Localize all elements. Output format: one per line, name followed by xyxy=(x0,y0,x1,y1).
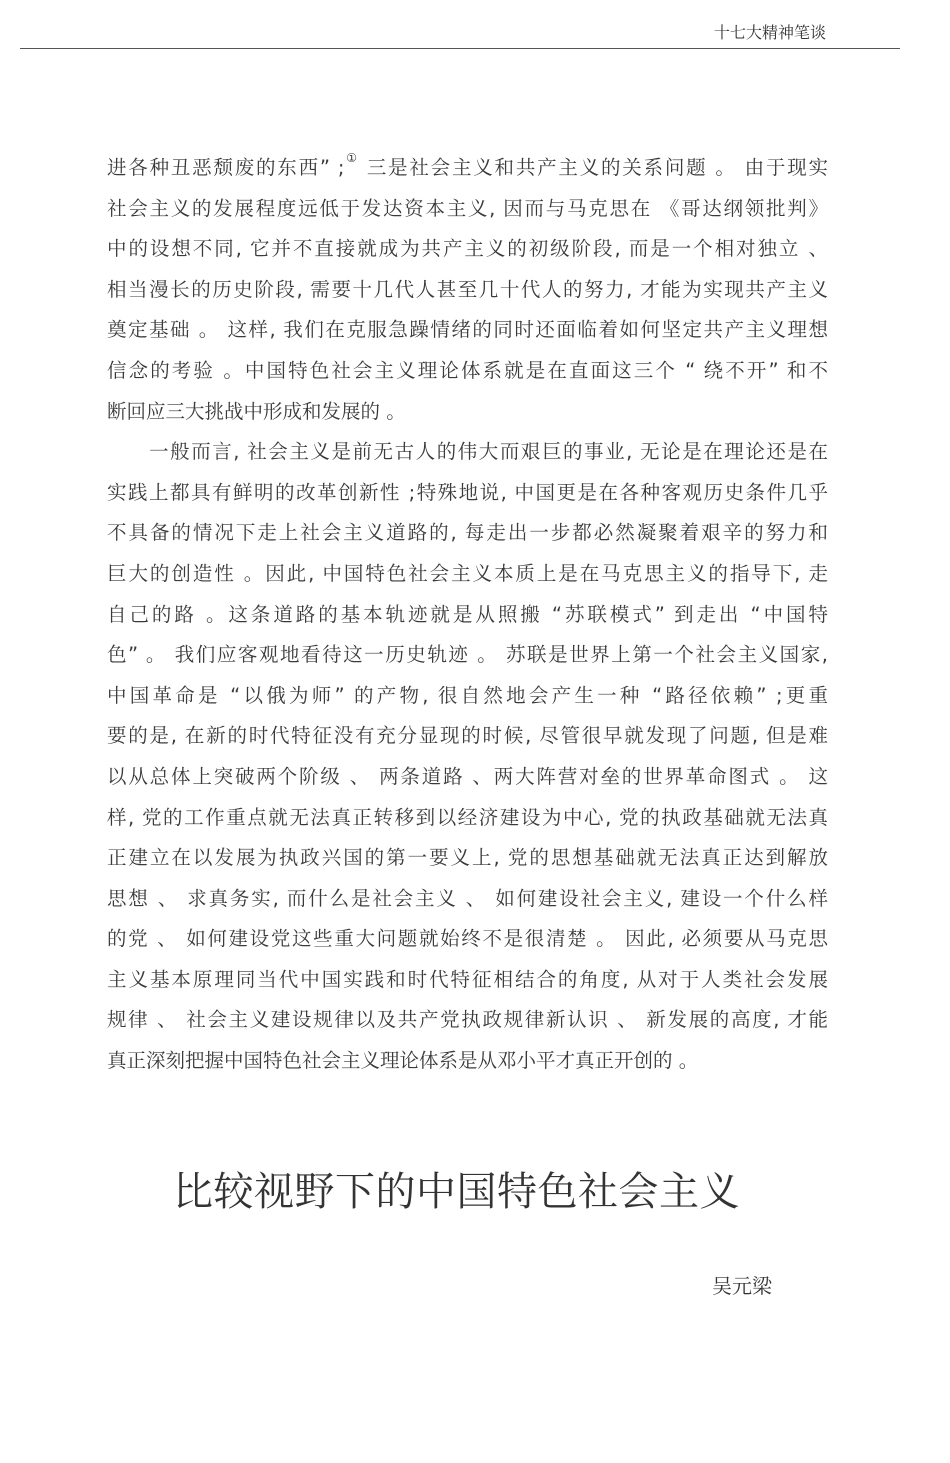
body-text xyxy=(107,148,828,1082)
text-line: 断回应三大挑战中形成和发展的 。 xyxy=(107,399,406,423)
footnote-marker[interactable]: ① xyxy=(344,151,359,165)
text-line: 要的是, 在新的时代特征没有充分显现的时候, 尽管很早就发现了问题, 但是难 xyxy=(107,724,828,748)
article-title: 比较视野下的中国特色社会主义 xyxy=(173,1169,740,1215)
text-line: 奠定基础 。 这样, 我们在克服急躁情绪的同时还面临着如何坚定共产主义理想 xyxy=(107,318,828,342)
text-span: 进各种丑恶颓废的东西” ; xyxy=(107,156,345,179)
text-line: 真正深刻把握中国特色社会主义理论体系是从邓小平才真正开创的 。 xyxy=(107,1049,699,1073)
text-line: 正建立在以发展为执政兴国的第一要义上, 党的思想基础就无法真正达到解放 xyxy=(107,846,828,870)
text-line: 巨大的创造性 。因此, 中国特色社会主义本质上是在马克思主义的指导下, 走 xyxy=(107,561,828,585)
header-divider xyxy=(20,48,900,49)
text-line: 一般而言, 社会主义是前无古人的伟大而艰巨的事业, 无论是在理论还是在 xyxy=(107,440,828,464)
article-author: 吴元梁 xyxy=(712,1274,772,1298)
text-line: 主义基本原理同当代中国实践和时代特征相结合的角度, 从对于人类社会发展 xyxy=(107,967,828,991)
text-line: 思想 、 求真务实, 而什么是社会主义 、 如何建设社会主义, 建设一个什么样 xyxy=(107,886,828,910)
text-line: 以从总体上突破两个阶级 、 两条道路 、两大阵营对垒的世界革命图式 。 这 xyxy=(107,764,828,788)
text-line: 样, 党的工作重点就无法真正转移到以经济建设为中心, 党的执政基础就无法真 xyxy=(107,805,828,829)
text-line: 社会主义的发展程度远低于发达资本主义, 因而与马克思在 《哥达纲领批判》 xyxy=(107,196,828,220)
running-header: 十七大精神笔谈 xyxy=(713,23,826,42)
text-line: 实践上都具有鲜明的改革创新性 ;特殊地说, 中国更是在各种客观历史条件几乎 xyxy=(107,480,828,504)
text-line xyxy=(107,148,828,189)
text-line: 的党 、 如何建设党这些重大问题就始终不是很清楚 。 因此, 必须要从马克思 xyxy=(107,927,828,951)
text-line: 相当漫长的历史阶段, 需要十几代人甚至几十代人的努力, 才能为实现共产主义 xyxy=(107,277,828,301)
text-line: 不具备的情况下走上社会主义道路的, 每走出一步都必然凝聚着艰辛的努力和 xyxy=(107,521,828,545)
text-line: 中的设想不同, 它并不直接就成为共产主义的初级阶段, 而是一个相对独立 、 xyxy=(107,237,828,261)
text-line: 规律 、 社会主义建设规律以及共产党执政规律新认识 、 新发展的高度, 才能 xyxy=(107,1008,828,1032)
text-line: 色” 。 我们应客观地看待这一历史轨迹 。 苏联是世界上第一个社会主义国家, xyxy=(107,643,828,667)
text-line: 信念的考验 。中国特色社会主义理论体系就是在直面这三个 “ 绕不开” 和不 xyxy=(107,358,828,382)
text-span: 三是社会主义和共产主义的关系问题 。 由于现实 xyxy=(358,156,828,179)
text-line: 自己的路 。这条道路的基本轨迹就是从照搬 “苏联模式” 到走出 “中国特 xyxy=(107,602,828,626)
text-line: 中国革命是 “以俄为师” 的产物, 很自然地会产生一种 “路径依赖” ;更重 xyxy=(107,683,828,707)
